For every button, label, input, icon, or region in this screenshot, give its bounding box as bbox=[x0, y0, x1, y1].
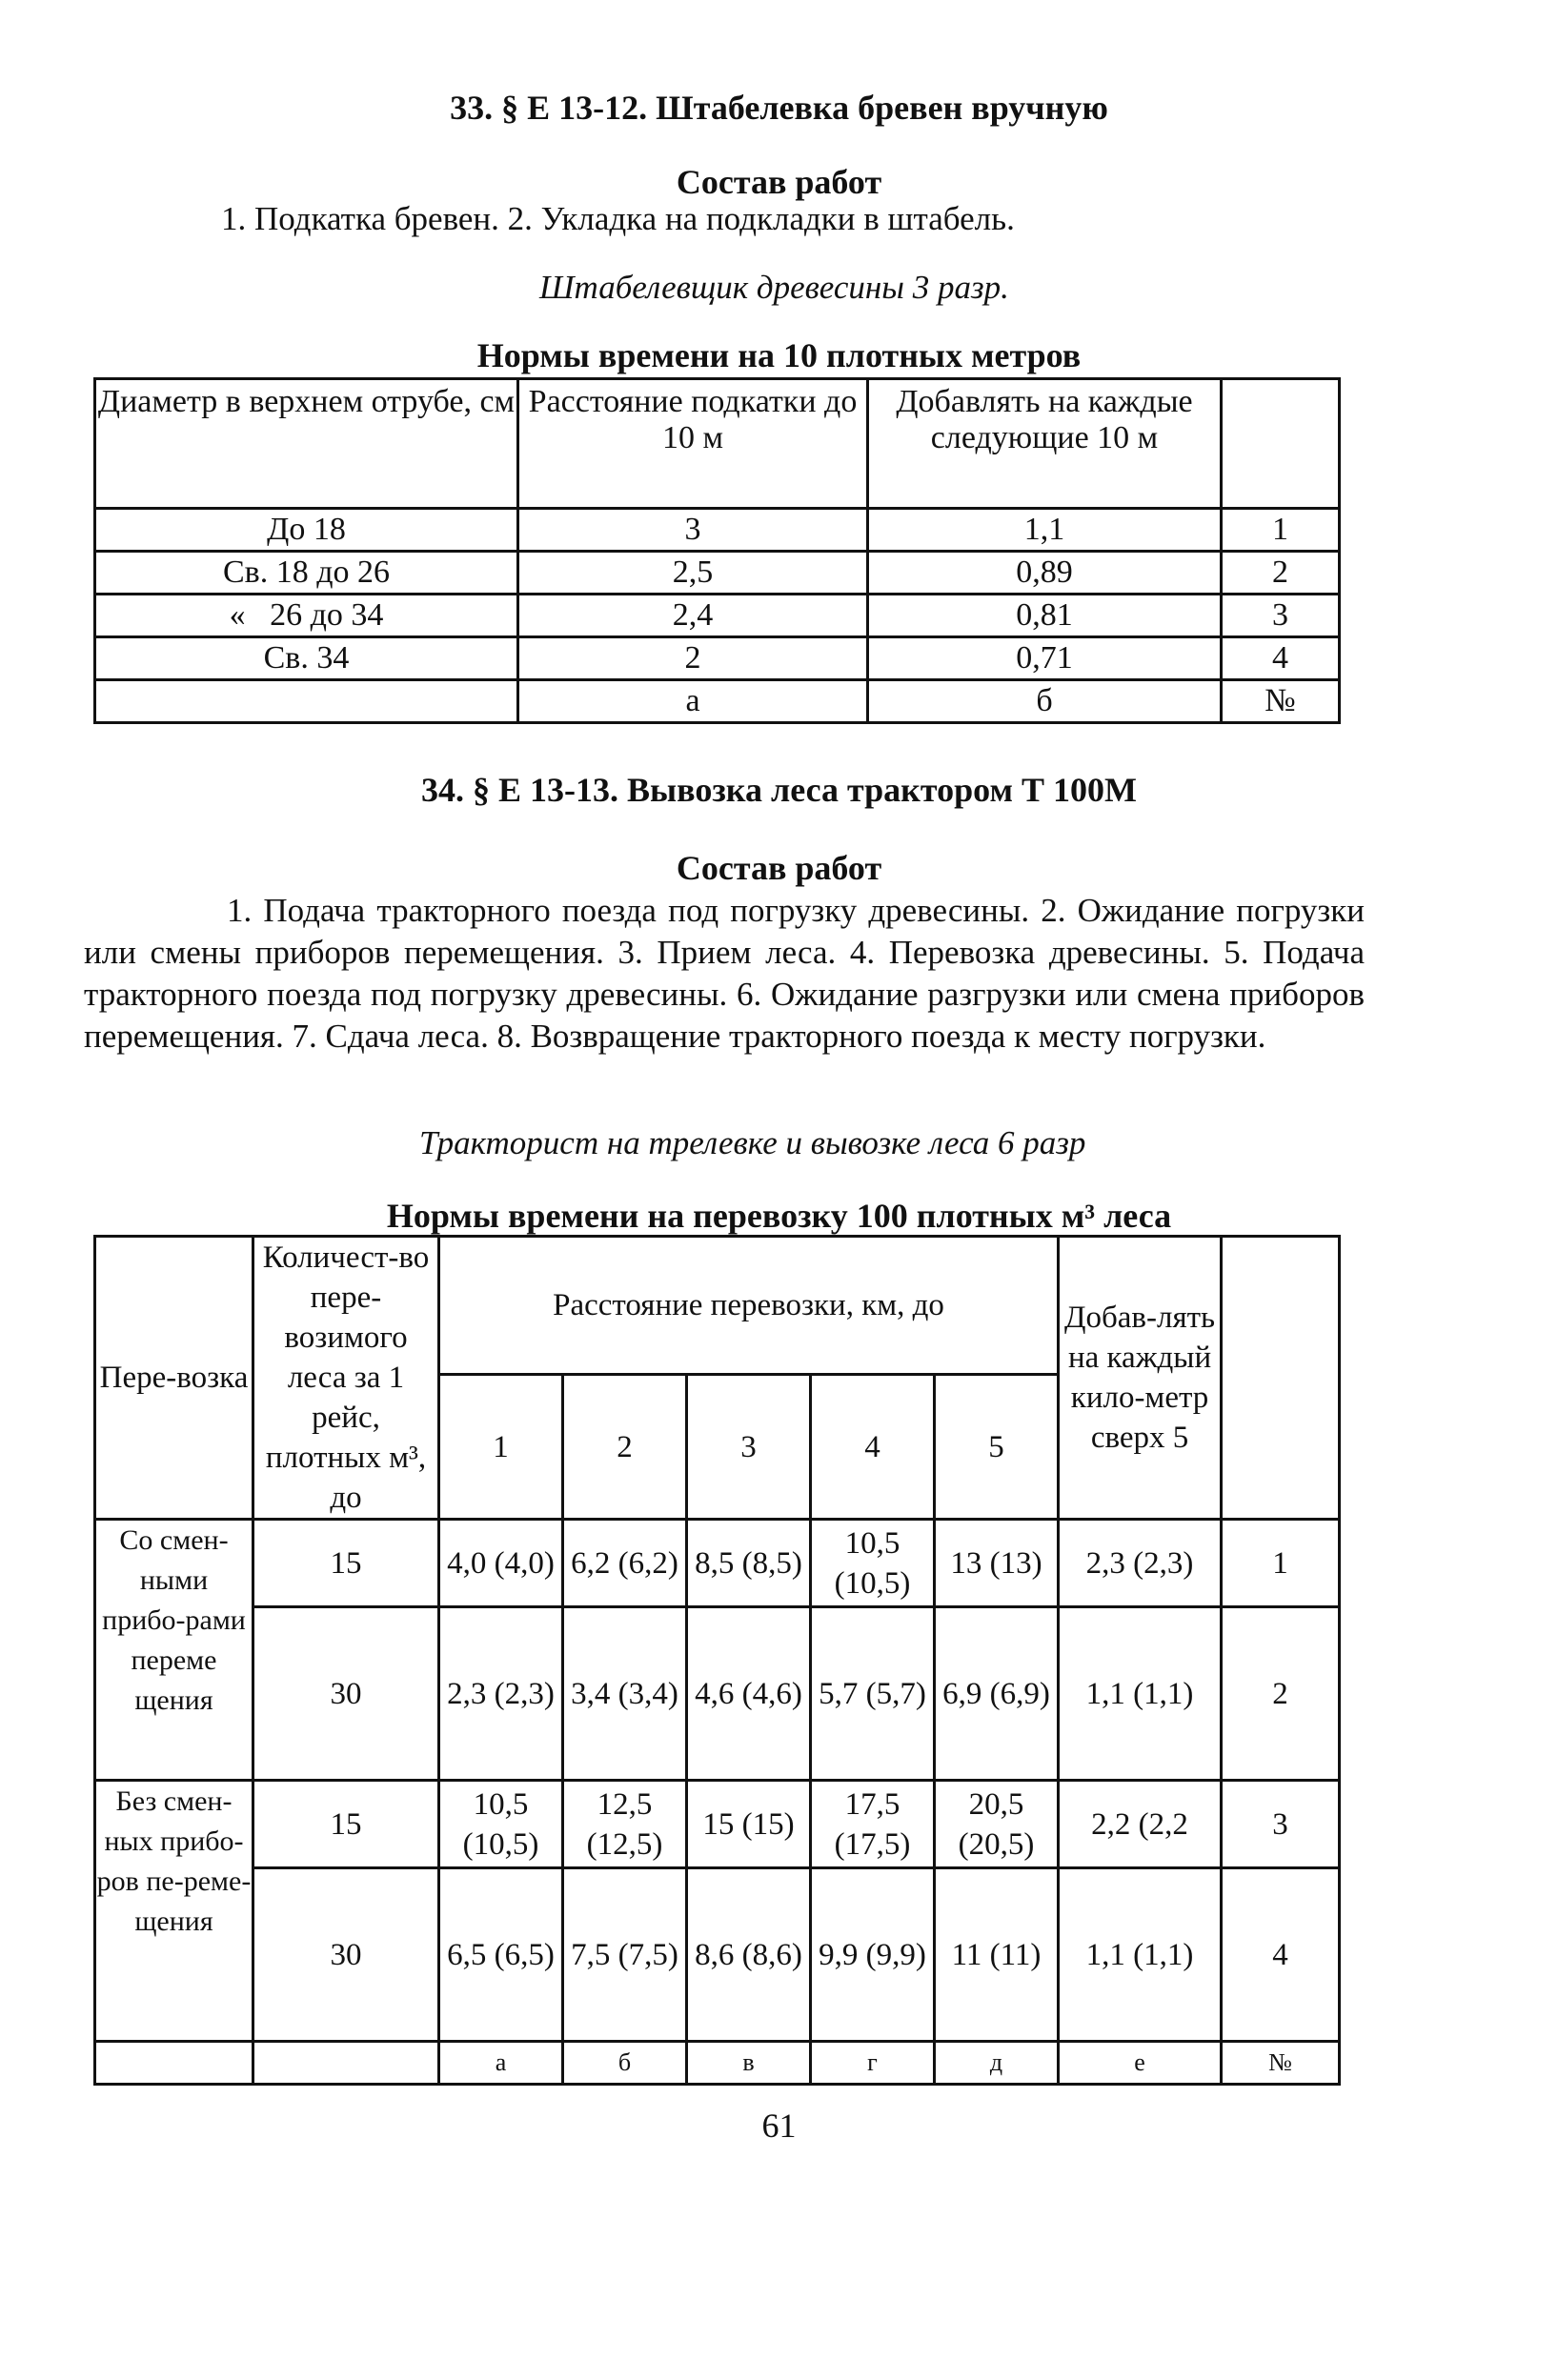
norms-table-33 bbox=[93, 377, 1341, 724]
section-34-composition-heading: Состав работ bbox=[676, 849, 882, 887]
cell: 3 bbox=[1222, 595, 1340, 637]
header-add-per-km: Добав-лять на каждый кило-метр сверх 5 bbox=[1059, 1237, 1222, 1520]
cell: 12,5 (12,5) bbox=[563, 1781, 687, 1868]
cell: 0,89 bbox=[868, 552, 1222, 595]
cell: 9,9 (9,9) bbox=[811, 1868, 935, 2042]
cell: Св. 34 bbox=[95, 637, 518, 680]
cell: 2,3 (2,3) bbox=[439, 1607, 563, 1781]
section-33-table-title: Нормы времени на 10 плотных метров bbox=[476, 336, 1082, 374]
cell: 5,7 (5,7) bbox=[811, 1607, 935, 1781]
cell: 4 bbox=[1222, 637, 1340, 680]
section-34-table-title: Нормы времени на перевозку 100 плотных м³ леса bbox=[386, 1197, 1172, 1235]
footer-cell: № bbox=[1222, 2042, 1340, 2085]
cell: 10,5 (10,5) bbox=[439, 1781, 563, 1868]
cell: 2,4 bbox=[518, 595, 868, 637]
cell: До 18 bbox=[95, 509, 518, 552]
header-add: Добавлять на каждые следующие 10 м bbox=[868, 379, 1222, 509]
section-33-title: 33. § Е 13-12. Штабелевка бревен вручную bbox=[450, 89, 1108, 127]
cell-num: 4 bbox=[1222, 1868, 1340, 2042]
cell: 6,2 (6,2) bbox=[563, 1520, 687, 1607]
footer-cell: а bbox=[439, 2042, 563, 2085]
cell: 3,4 (3,4) bbox=[563, 1607, 687, 1781]
cell: 2 bbox=[518, 637, 868, 680]
section-34-title: 34. § Е 13-13. Вывозка леса трактором Т 100М bbox=[421, 771, 1137, 809]
header-distance: Расстояние перевозки, км, до bbox=[439, 1237, 1059, 1375]
cell: 6,9 (6,9) bbox=[935, 1607, 1059, 1781]
cell-qty: 30 bbox=[253, 1607, 439, 1781]
cell: Св. 18 до 26 bbox=[95, 552, 518, 595]
header-transport: Пере-возка bbox=[95, 1237, 253, 1520]
footer-cell bbox=[95, 2042, 253, 2085]
cell-num: 1 bbox=[1222, 1520, 1340, 1607]
section-34-worker: Тракторист на трелевке и вывозке леса 6 разр bbox=[419, 1124, 1086, 1161]
cell: 15 (15) bbox=[687, 1781, 811, 1868]
header-num bbox=[1222, 379, 1340, 509]
cell: 2,2 (2,2 bbox=[1059, 1781, 1222, 1868]
cell: 6,5 (6,5) bbox=[439, 1868, 563, 2042]
group-label: Со смен-ными прибо-рами переме щения bbox=[95, 1520, 253, 1781]
footer-cell bbox=[253, 2042, 439, 2085]
cell: 7,5 (7,5) bbox=[563, 1868, 687, 2042]
cell-qty: 15 bbox=[253, 1781, 439, 1868]
cell: 3 bbox=[518, 509, 868, 552]
section-33-composition-text: 1. Подкатка бревен. 2. Укладка на подкладки в штабель. bbox=[221, 200, 1015, 237]
cell bbox=[95, 680, 518, 723]
section-34-composition-text: 1. Подача тракторного поезда под погрузку древесины. 2. Ожидание погрузки или смены приборов перемещения. 3. Прием леса. 4. Перевозка древесины. 5. Подача тракторного поезда под погрузку древесины. 6. Ожидание разгрузки или смена приборов перемещения. 7. Сдача леса. 8. Возвращение тракторного поезда к месту погрузки. bbox=[84, 892, 1365, 1055]
header-distance: Расстояние подкатки до 10 м bbox=[518, 379, 868, 509]
footer-cell: е bbox=[1059, 2042, 1222, 2085]
header-km-1: 1 bbox=[439, 1375, 563, 1520]
footer-cell: в bbox=[687, 2042, 811, 2085]
footer-cell: г bbox=[811, 2042, 935, 2085]
header-num bbox=[1222, 1237, 1340, 1520]
header-quantity: Количест-во пере-возимого леса за 1 рейс, плотных м³, до bbox=[253, 1237, 439, 1520]
cell: 10,5 (10,5) bbox=[811, 1520, 935, 1607]
header-km-2: 2 bbox=[563, 1375, 687, 1520]
footer-cell: б bbox=[563, 2042, 687, 2085]
header-km-4: 4 bbox=[811, 1375, 935, 1520]
cell: 0,81 bbox=[868, 595, 1222, 637]
cell-qty: 30 bbox=[253, 1868, 439, 2042]
cell: 8,5 (8,5) bbox=[687, 1520, 811, 1607]
cell-num: 3 bbox=[1222, 1781, 1340, 1868]
section-33-composition-heading: Состав работ bbox=[676, 163, 882, 201]
cell: 2,3 (2,3) bbox=[1059, 1520, 1222, 1607]
header-diameter: Диаметр в верхнем отрубе, см bbox=[95, 379, 518, 509]
cell: « 26 до 34 bbox=[95, 595, 518, 637]
section-33-worker: Штабелевщик древесины 3 разр. bbox=[539, 269, 1009, 306]
footer-cell: д bbox=[935, 2042, 1059, 2085]
cell: 13 (13) bbox=[935, 1520, 1059, 1607]
cell: 1,1 (1,1) bbox=[1059, 1607, 1222, 1781]
cell: 11 (11) bbox=[935, 1868, 1059, 2042]
cell: а bbox=[518, 680, 868, 723]
cell: 4,0 (4,0) bbox=[439, 1520, 563, 1607]
cell: 2,5 bbox=[518, 552, 868, 595]
header-km-3: 3 bbox=[687, 1375, 811, 1520]
cell: 0,71 bbox=[868, 637, 1222, 680]
cell: 2 bbox=[1222, 552, 1340, 595]
cell-qty: 15 bbox=[253, 1520, 439, 1607]
cell: 1 bbox=[1222, 509, 1340, 552]
norms-table-34 bbox=[93, 1235, 1341, 2086]
cell: № bbox=[1222, 680, 1340, 723]
page-number: 61 bbox=[761, 2107, 797, 2145]
cell: б bbox=[868, 680, 1222, 723]
group-label: Без смен-ных прибо-ров пе-реме-щения bbox=[95, 1781, 253, 2042]
cell-num: 2 bbox=[1222, 1607, 1340, 1781]
cell: 1,1 (1,1) bbox=[1059, 1868, 1222, 2042]
cell: 17,5 (17,5) bbox=[811, 1781, 935, 1868]
cell: 20,5 (20,5) bbox=[935, 1781, 1059, 1868]
header-km-5: 5 bbox=[935, 1375, 1059, 1520]
cell: 1,1 bbox=[868, 509, 1222, 552]
cell: 8,6 (8,6) bbox=[687, 1868, 811, 2042]
cell: 4,6 (4,6) bbox=[687, 1607, 811, 1781]
